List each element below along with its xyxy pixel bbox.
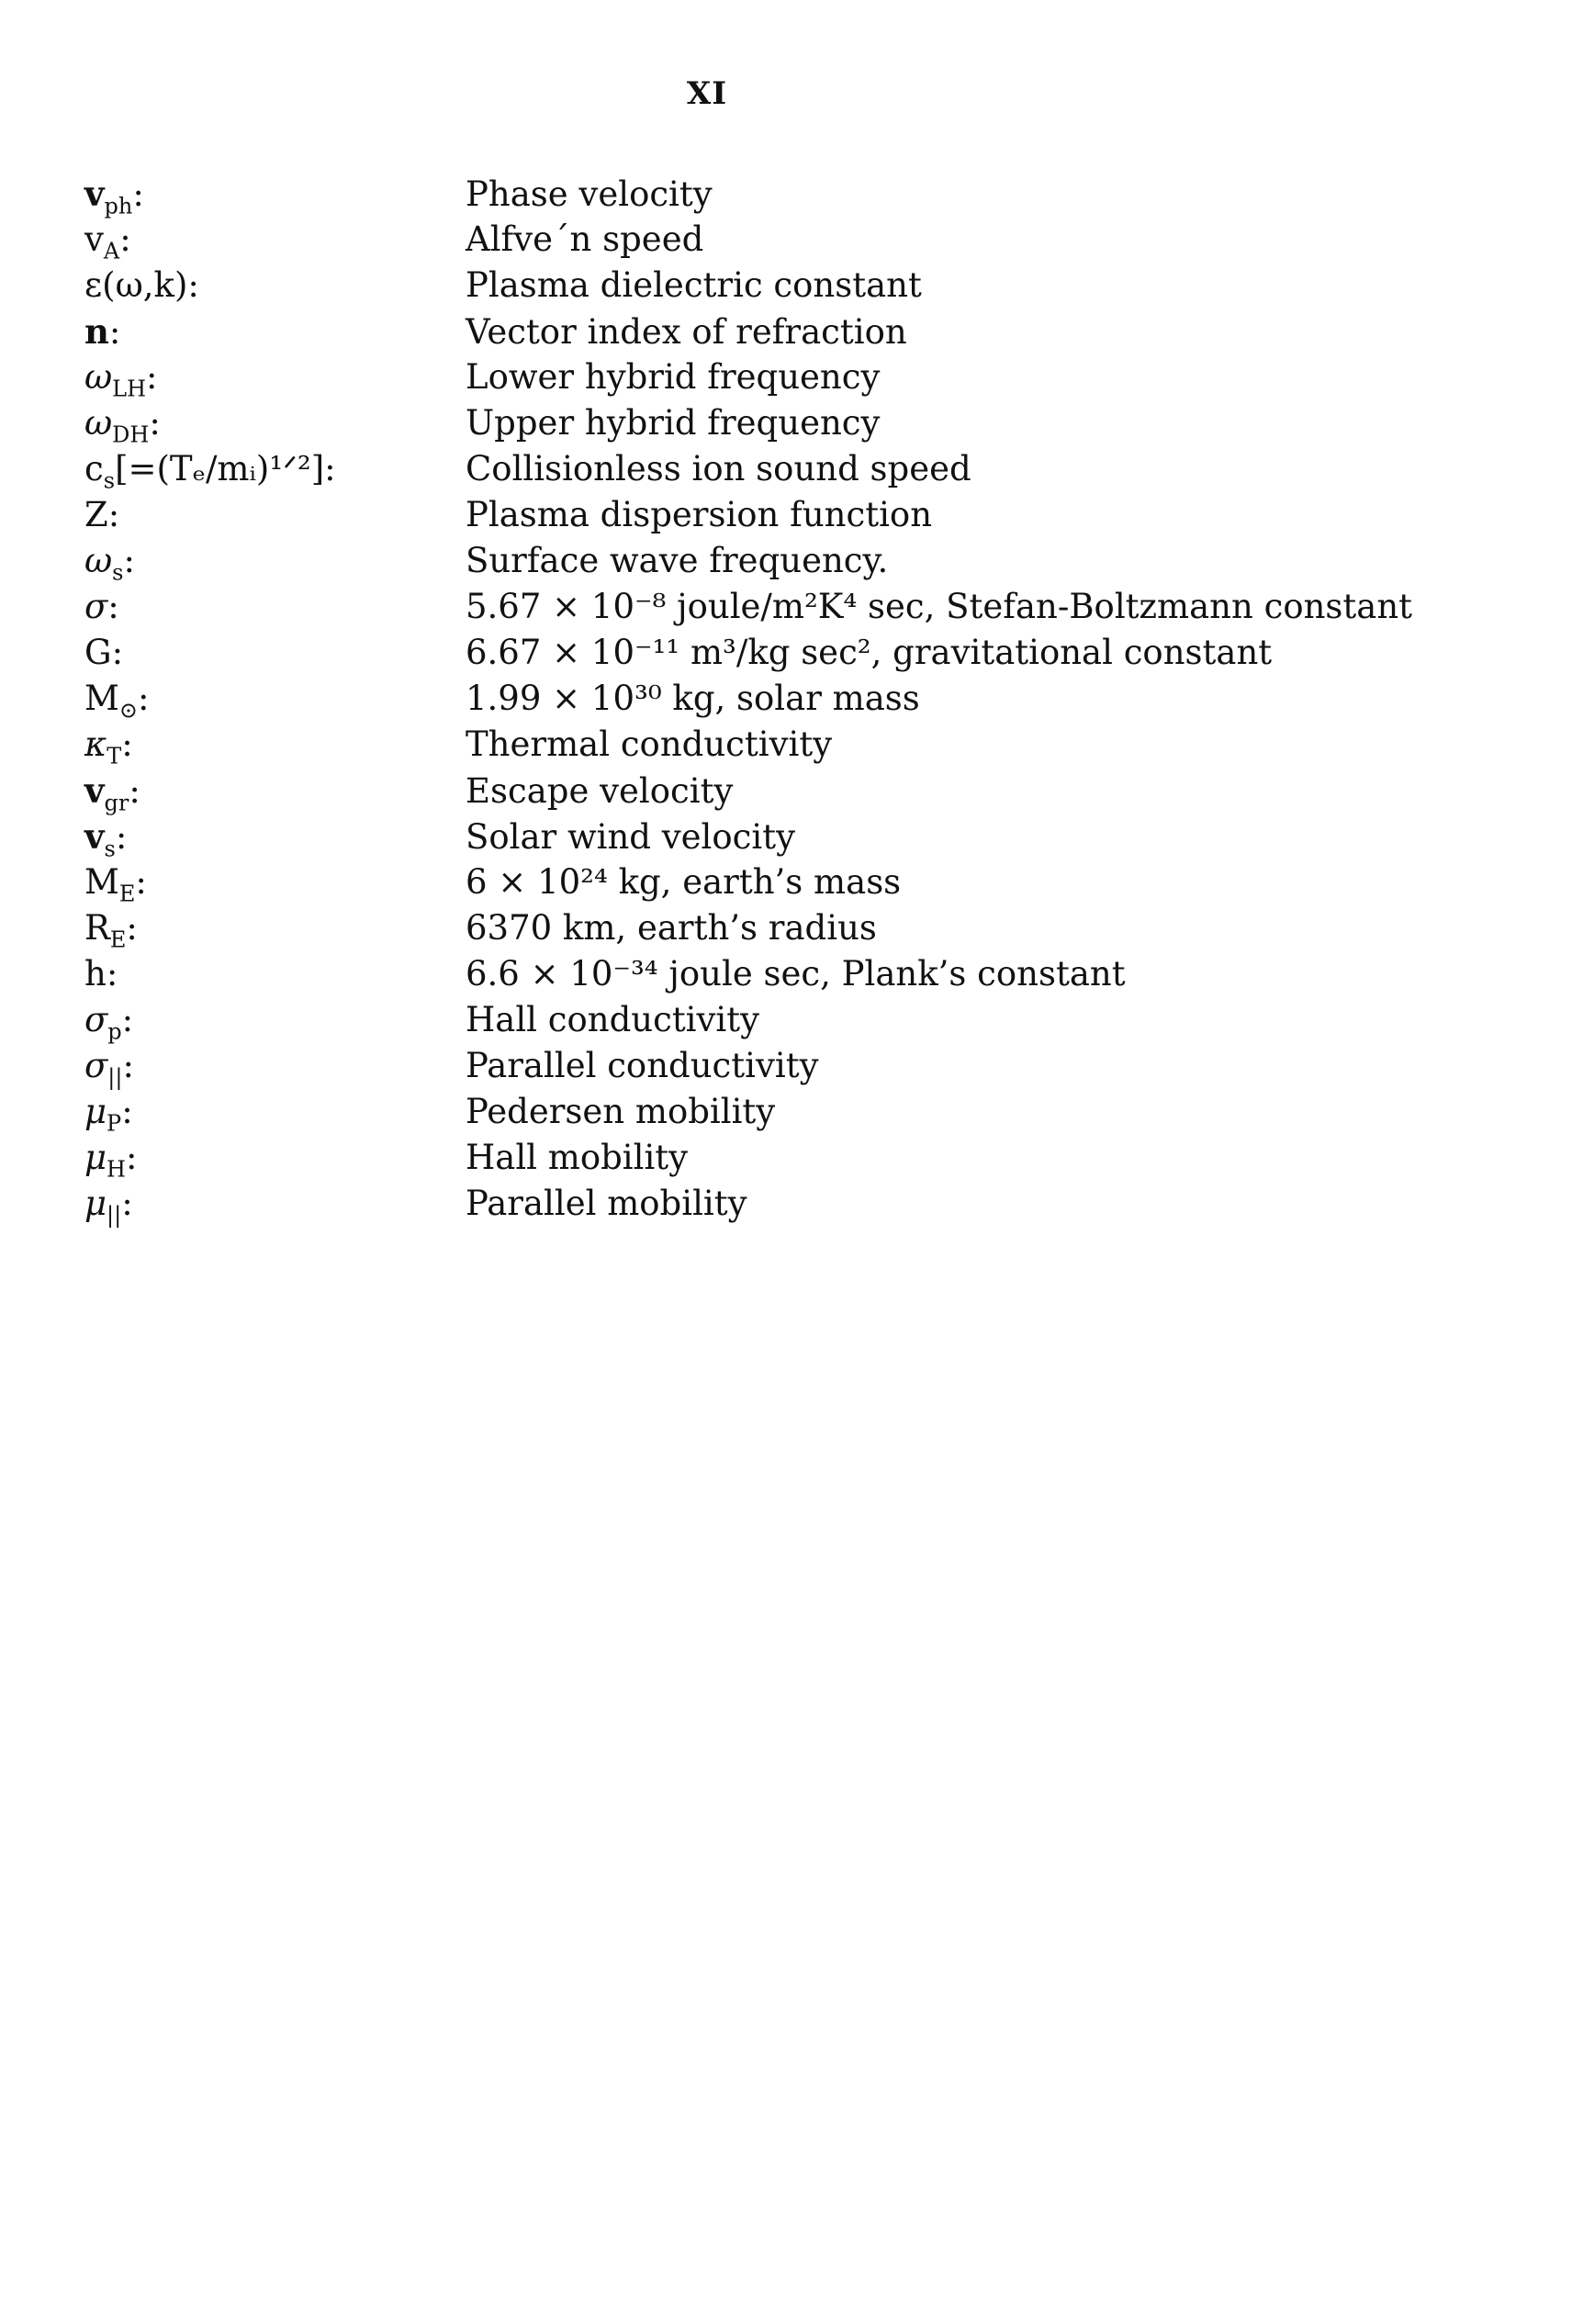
symbol-base: c — [84, 449, 104, 488]
symbol-notation — [84, 584, 466, 630]
symbol-notation — [84, 630, 466, 676]
symbol-base: σ — [84, 1000, 108, 1039]
symbol-row — [84, 859, 1517, 905]
symbol-suffix: : — [121, 1092, 133, 1131]
symbol-subscript: p — [107, 1018, 122, 1045]
symbol-description: Plasma dielectric constant — [466, 265, 922, 305]
symbol-base: Z — [84, 495, 108, 534]
symbol-description: Escape velocity — [466, 771, 734, 811]
symbol-row — [84, 354, 1517, 400]
symbol-subscript: s — [112, 559, 124, 586]
symbol-base: μ — [84, 1184, 107, 1223]
symbol-description: Lower hybrid frequency — [466, 357, 881, 397]
symbol-base: M — [84, 679, 119, 718]
symbol-suffix: : — [122, 1046, 134, 1085]
symbol-description: Hall mobility — [466, 1138, 689, 1177]
symbol-base: ω — [84, 357, 113, 397]
symbol-row — [84, 676, 1517, 722]
symbol-notation — [84, 1181, 466, 1227]
symbol-notation — [84, 676, 466, 722]
symbol-row — [84, 584, 1517, 630]
symbol-notation — [84, 446, 466, 492]
symbol-notation — [84, 951, 466, 997]
symbol-base: μ — [84, 1092, 107, 1131]
symbol-base: ε(ω,k) — [84, 265, 188, 305]
symbol-suffix: : — [121, 1000, 134, 1039]
symbol-notation — [84, 171, 466, 218]
symbol-base: σ — [84, 1046, 108, 1085]
symbol-subscript: gr — [104, 790, 129, 816]
symbol-row — [84, 1135, 1517, 1181]
symbol-row — [84, 171, 1517, 217]
symbol-suffix: : — [121, 724, 133, 764]
symbol-suffix: : — [129, 771, 140, 811]
symbol-subscript: E — [109, 926, 127, 953]
symbol-base: M — [84, 862, 119, 902]
symbol-row — [84, 446, 1517, 492]
symbol-base: G — [84, 633, 112, 672]
symbol-description: Pedersen mobility — [466, 1092, 776, 1131]
symbol-subscript: s — [104, 836, 116, 862]
symbol-base: v — [84, 816, 105, 857]
symbol-subscript: H — [107, 1156, 126, 1183]
symbol-suffix: : — [126, 908, 138, 948]
symbol-notation — [84, 768, 466, 814]
symbol-description: Parallel mobility — [466, 1184, 747, 1223]
symbol-base: ω — [84, 541, 113, 580]
symbol-row — [84, 309, 1517, 354]
symbol-subscript: DH — [112, 421, 150, 448]
symbol-suffix: : — [138, 679, 150, 718]
symbol-notation — [84, 354, 466, 400]
symbol-row — [84, 814, 1517, 862]
symbol-notation — [84, 538, 466, 584]
symbol-notation — [84, 722, 466, 768]
symbol-row — [84, 951, 1517, 997]
symbol-notation — [84, 814, 466, 860]
symbol-description: Vector index of refraction — [466, 312, 907, 352]
symbol-row — [84, 630, 1517, 676]
symbol-description: 6 × 10²⁴ kg, earth’s mass — [466, 862, 902, 902]
symbol-subscript: T — [107, 743, 122, 769]
symbol-row — [84, 400, 1517, 446]
symbol-suffix: : — [106, 954, 118, 994]
symbol-suffix: : — [121, 1184, 133, 1223]
symbol-base: v — [84, 219, 104, 259]
symbol-row — [84, 1181, 1517, 1227]
symbol-notation — [84, 492, 466, 538]
symbol-suffix: : — [123, 541, 135, 580]
symbol-subscript: s — [103, 467, 116, 494]
symbol-row — [84, 722, 1517, 768]
symbol-description: 1.99 × 10³⁰ kg, solar mass — [466, 679, 920, 718]
symbol-subscript: ⊙ — [118, 697, 138, 724]
symbol-suffix: : — [107, 495, 120, 534]
symbol-description: Alfve´n speed — [466, 219, 704, 259]
symbol-row — [84, 1089, 1517, 1135]
symbol-suffix: : — [125, 1138, 138, 1177]
symbol-list — [84, 171, 1517, 1227]
symbol-notation — [84, 263, 466, 309]
symbol-subscript: A — [103, 238, 120, 264]
symbol-notation — [84, 997, 466, 1043]
symbol-row — [84, 217, 1517, 263]
symbol-notation — [84, 309, 466, 355]
symbol-notation — [84, 1043, 466, 1089]
symbol-suffix: : — [146, 357, 158, 397]
symbol-suffix: : — [187, 265, 199, 305]
symbol-suffix: : — [135, 862, 147, 902]
symbol-notation — [84, 1089, 466, 1135]
symbol-notation — [84, 217, 466, 263]
symbol-subscript: || — [107, 1064, 123, 1091]
symbol-notation — [84, 1135, 466, 1181]
symbol-description: Thermal conductivity — [466, 724, 833, 764]
symbol-subscript: E — [118, 881, 136, 907]
symbol-description: Plasma dispersion function — [466, 495, 933, 534]
symbol-row — [84, 1043, 1517, 1089]
symbol-base: n — [84, 311, 109, 352]
symbol-row — [84, 768, 1517, 814]
symbol-description: 5.67 × 10⁻⁸ joule/m²K⁴ sec, Stefan-Boltzmann constant — [466, 587, 1413, 626]
symbol-suffix: : — [107, 587, 119, 626]
symbol-base: v — [84, 770, 105, 811]
symbol-notation — [84, 859, 466, 905]
symbol-row — [84, 538, 1517, 584]
symbol-suffix: : — [119, 219, 131, 259]
symbol-description: Upper hybrid frequency — [466, 403, 881, 443]
symbol-suffix: [=(Tₑ/mᵢ)¹ᐟ²]: — [115, 449, 336, 488]
symbol-description: Parallel conductivity — [466, 1046, 819, 1085]
symbol-base: μ — [84, 1138, 107, 1177]
symbol-row — [84, 492, 1517, 538]
symbol-base: h — [84, 954, 107, 994]
symbol-subscript: P — [107, 1110, 122, 1137]
symbol-base: R — [84, 908, 110, 948]
symbol-description: Collisionless ion sound speed — [466, 449, 971, 488]
symbol-base: v — [84, 174, 105, 214]
symbol-row — [84, 263, 1517, 309]
symbol-subscript: || — [107, 1202, 122, 1229]
symbol-description: 6370 km, earth’s radius — [466, 908, 877, 948]
symbol-suffix: : — [108, 312, 121, 352]
symbol-description: 6.6 × 10⁻³⁴ joule sec, Plank’s constant — [466, 954, 1126, 994]
symbol-description: Hall conductivity — [466, 1000, 760, 1039]
page-number: XI — [686, 75, 728, 112]
symbol-description: 6.67 × 10⁻¹¹ m³/kg sec², gravitational constant — [466, 633, 1273, 672]
symbol-description: Solar wind velocity — [466, 817, 795, 857]
symbol-suffix: : — [111, 633, 124, 672]
symbol-description: Surface wave frequency. — [466, 541, 889, 580]
symbol-suffix: : — [149, 403, 161, 443]
symbol-subscript: ph — [104, 193, 133, 219]
symbol-notation — [84, 905, 466, 951]
symbol-notation — [84, 400, 466, 446]
symbol-description: Phase velocity — [466, 174, 713, 214]
symbol-row — [84, 905, 1517, 951]
symbol-row — [84, 997, 1517, 1043]
symbol-suffix: : — [132, 174, 144, 214]
symbol-suffix: : — [115, 817, 128, 857]
symbol-base: σ — [84, 587, 108, 626]
symbol-base: κ — [84, 724, 107, 764]
symbol-subscript: LH — [112, 376, 147, 402]
symbol-base: ω — [84, 403, 113, 443]
